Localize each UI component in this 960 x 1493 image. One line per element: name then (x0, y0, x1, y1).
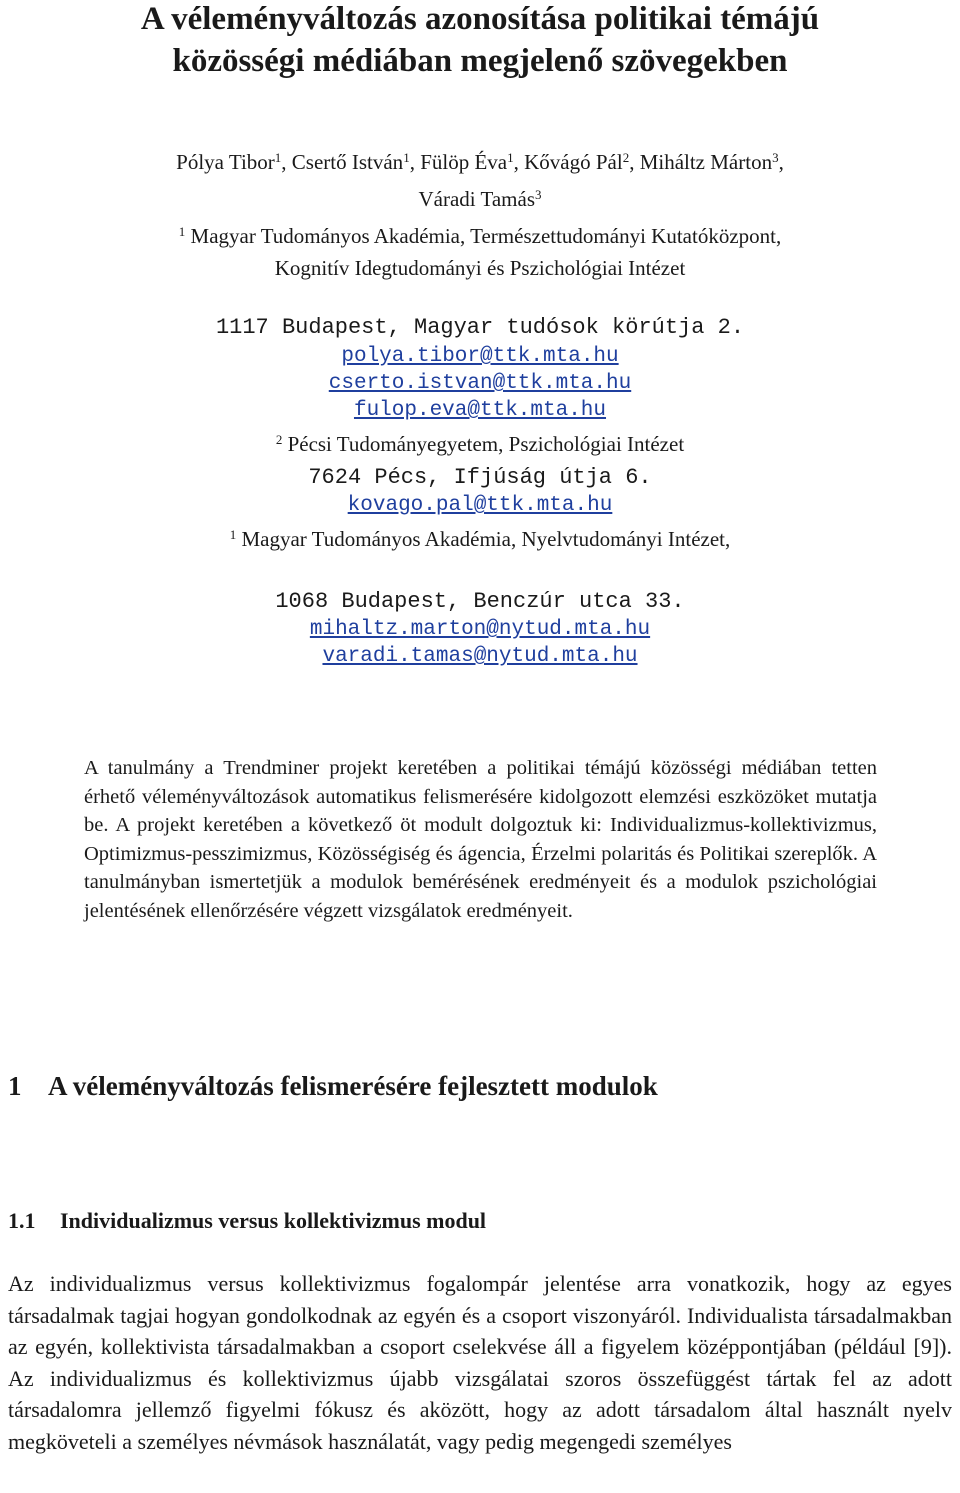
email-link[interactable]: varadi.tamas@nytud.mta.hu (322, 645, 638, 668)
affiliation-marker: 1 (229, 527, 237, 542)
author-name: Fülöp Éva (420, 150, 508, 174)
affiliation-marker: 1 (178, 224, 186, 239)
affiliation-3-address: 1068 Budapest, Benczúr utca 33. (275, 589, 685, 614)
affiliation-1-name-line-1 (0, 224, 960, 249)
affiliation-name: Magyar Tudományos Akadémia, Természettudományi Kutatóközpont, (190, 224, 782, 248)
email-link[interactable]: mihaltz.marton@nytud.mta.hu (309, 618, 651, 641)
subsection-title: Individualizmus versus kollektivizmus modul (60, 1208, 487, 1233)
author-name: Váradi Tamás (418, 187, 535, 211)
affiliation-3-name (0, 527, 960, 552)
author-name: Kővágó Pál (524, 150, 623, 174)
abstract: A tanulmány a Trendminer projekt keretében a politikai témájú közösségi médiában tetten érhető véleményváltozások automatikus felismerésére kidolgozott elemzési eszközöket mutatja be. A projekt keretében a következő öt modult dolgoztuk ki: Individualizmus-kollektivizmus, Optimizmus-pesszimizmus, Közösségiség és ágencia, Érzelmi polaritás és Politikai szereplők. A tanulmányban ismertetjük a modulok bemérésének eredményeit és a modulok pszichológiai jelentésének ellenőrzésére végzett vizsgálatok eredményeit. (84, 757, 877, 922)
affiliation-1-address: 1117 Budapest, Magyar tudósok körútja 2. (215, 315, 745, 340)
affiliation-1-name-line-2: Kognitív Idegtudományi és Pszichológiai Intézet (274, 256, 686, 280)
affiliation-marker: 1 (507, 150, 514, 165)
author-name: Miháltz Márton (639, 150, 773, 174)
email-link[interactable]: fulop.eva@ttk.mta.hu (353, 399, 607, 422)
author-list-continued (0, 187, 960, 212)
email-link[interactable]: polya.tibor@ttk.mta.hu (341, 345, 619, 368)
affiliation-marker: 3 (772, 150, 779, 165)
affiliation-marker: 1 (274, 150, 282, 165)
body-paragraph: Az individualizmus versus kollektivizmus fogalompár jelentése arra vonatkozik, hogy az egyes társadalmak tagjai hogyan gondolkodnak az egyén és a csoport viszonyáról. Individualista társadalmakban az egyén, kollektivista társadalmakban a csoport cselekvése áll a figyelem középpontjában (például [9]). Az individualizmus és kollektivizmus újabb vizsgálatai szoros összefüggést tártak fel az adott társadalomra jellemző figyelmi fókusz és aközött, hogy az adott társadalom által használt nyelv megköveteli a személyes névmások használatát, vagy pedig megengedi személyes (8, 1271, 952, 1454)
author-list: Pólya Tibor$^1$, Csertő István$^1$, Fülöp Éva$^1$, Kővágó Pál$^2$, Miháltz Márton$^3$, (176, 150, 784, 174)
email-link[interactable]: kovago.pal@ttk.mta.hu (347, 494, 613, 517)
subsection-number: 1.1 (8, 1208, 36, 1233)
author-name: Pólya Tibor (176, 150, 275, 174)
section-heading (8, 1071, 658, 1102)
section-title: A véleményváltozás felismerésére fejlesztett modulok (48, 1071, 658, 1101)
subsection-heading (8, 1208, 486, 1234)
affiliation-marker: 2 (622, 150, 630, 165)
paper-title-line-2: közösségi médiában megjelenő szövegekben (172, 43, 788, 79)
paper-title-line-1: A véleményváltozás azonosítása politikai témájú (140, 1, 820, 37)
section-number: 1 (8, 1071, 22, 1101)
affiliation-name: Pécsi Tudományegyetem, Pszichológiai Intézet (287, 432, 685, 456)
affiliation-2-name (0, 432, 960, 457)
affiliation-marker: 3 (535, 187, 542, 202)
email-link[interactable]: cserto.istvan@ttk.mta.hu (328, 372, 632, 395)
affiliation-2-address: 7624 Pécs, Ifjúság útja 6. (308, 465, 652, 490)
affiliation-marker: 1 (403, 150, 410, 165)
affiliation-marker: 2 (275, 432, 283, 447)
author-name: Csertő István (291, 150, 404, 174)
affiliation-name: Magyar Tudományos Akadémia, Nyelvtudományi Intézet, (241, 527, 731, 551)
